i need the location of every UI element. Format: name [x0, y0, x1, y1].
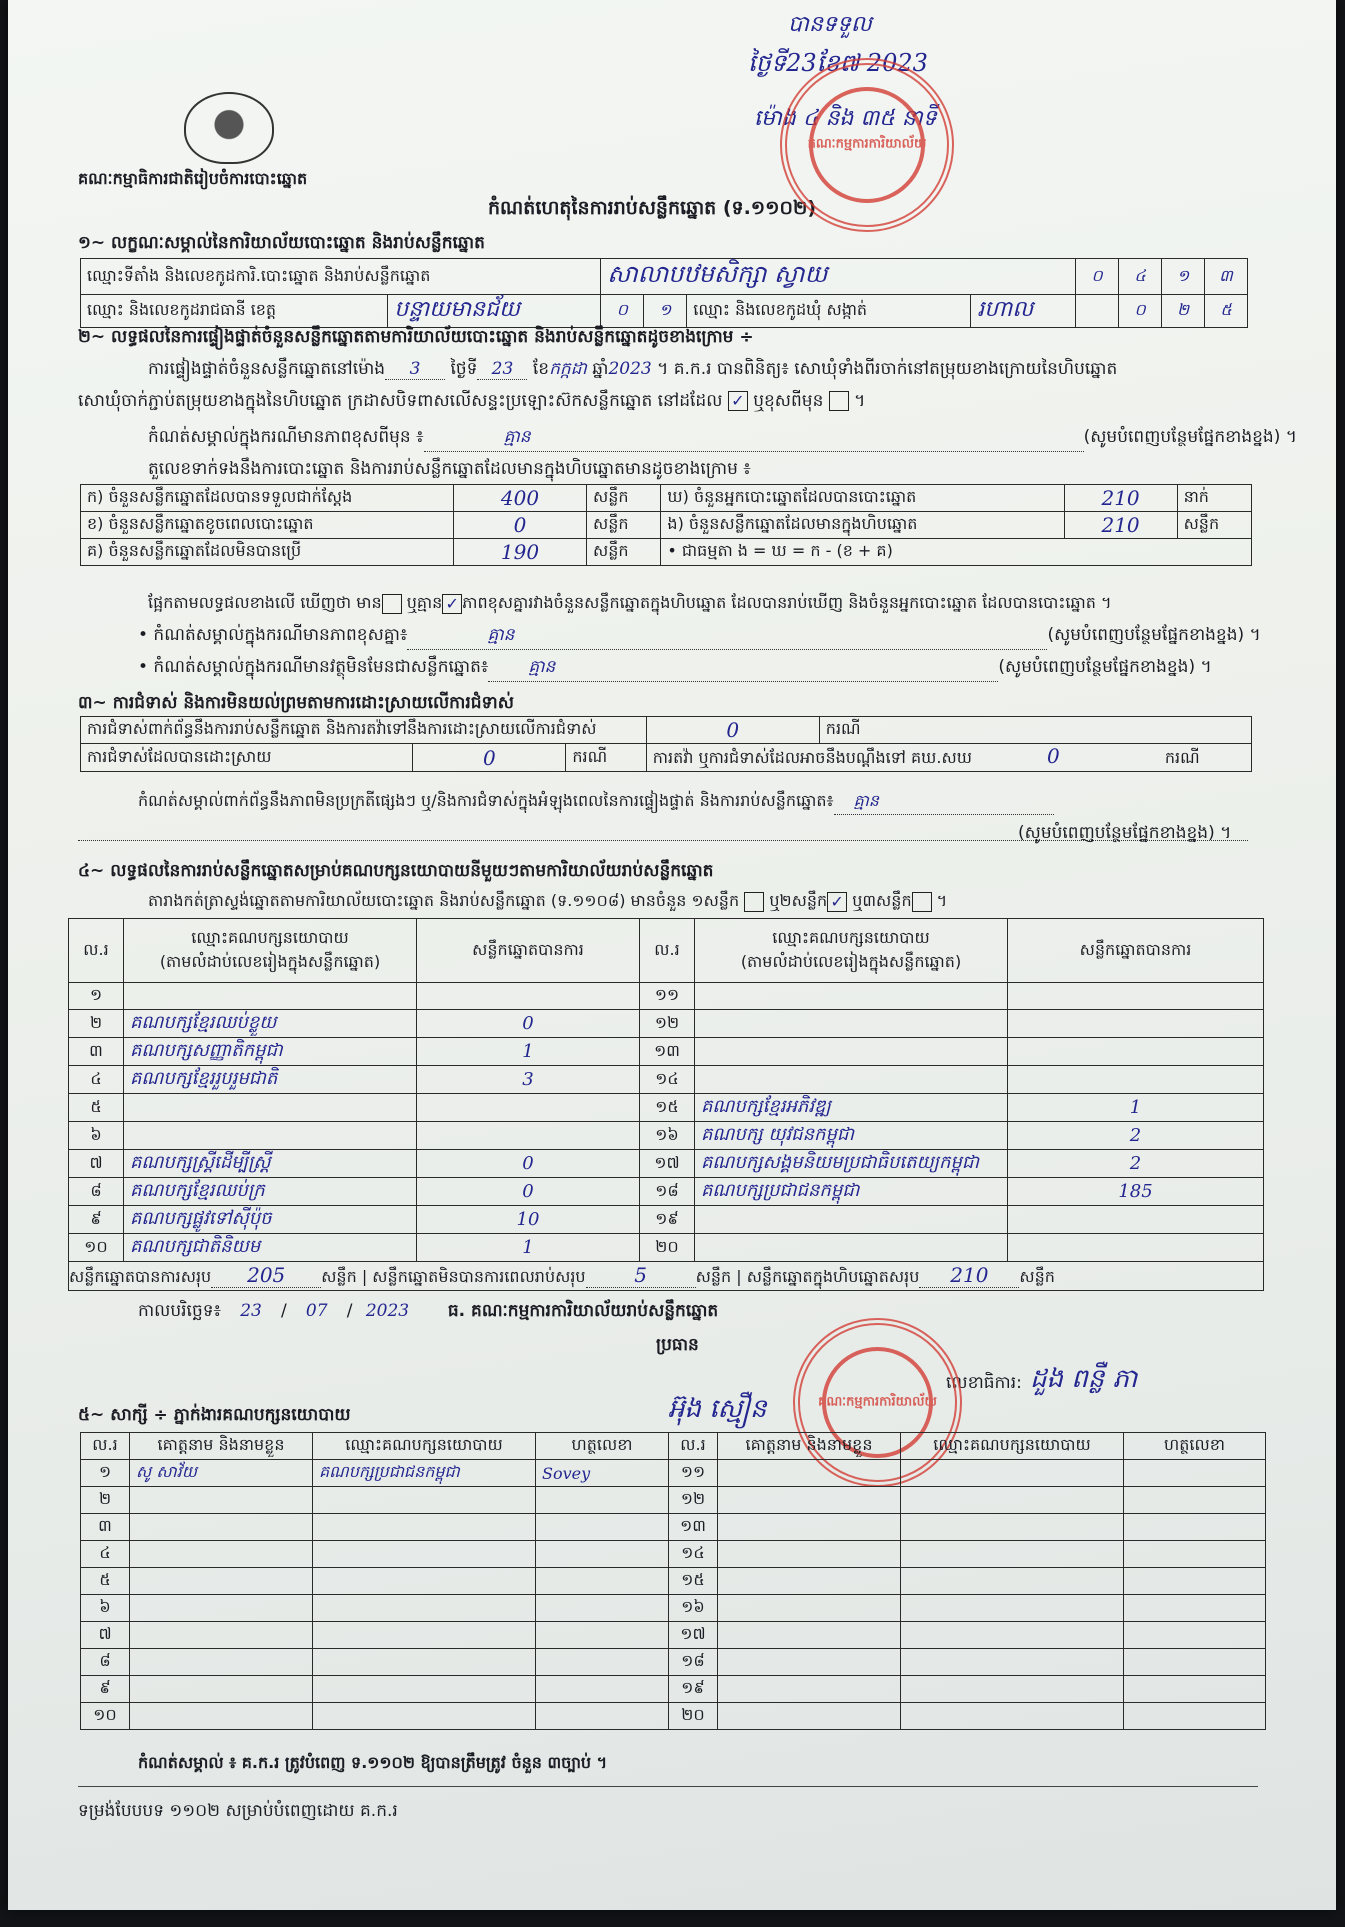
row-number: ៨	[69, 1178, 124, 1206]
witness-name	[130, 1568, 313, 1595]
figures-table: ក) ចំនួនសន្លឹកឆ្នោតដែលបានទទួលជាក់ស្តែង 400 សន្លឹក ឃ) ចំនួនអ្នកបោះឆ្នោតដែលបានបោះឆ្នោត 210 នាក់ ខ) ចំនួនសន្លឹកឆ្នោតខូចពេលបោះឆ្នោត 0 សន្លឹក ង) ចំនួនសន្លឹកឆ្នោតដែលមានក្នុងហិបឆ្នោត 210 សន្លឹក គ) ចំនួនសន្លឹកឆ្នោតដែលមិនបានប្រើ 190 សន្លឹក • ជាធម្មតា ង = ឃ = ក - (ខ + គ)	[80, 484, 1252, 566]
witness-name	[718, 1487, 901, 1514]
witness-party	[901, 1568, 1124, 1595]
received-label: ក) ចំនួនសន្លឹកឆ្នោតដែលបានទទួលជាក់ស្តែង	[81, 485, 454, 512]
party-name: គណបក្សខ្មែរអភិវឌ្ឍ	[695, 1094, 1008, 1122]
party-name	[695, 1066, 1008, 1094]
commune-label: ឈ្មោះ និងលេខកូដឃុំ សង្កាត់	[687, 295, 971, 328]
vote-count	[1008, 1234, 1264, 1262]
row-number: ៥	[81, 1568, 130, 1595]
party-name	[124, 983, 417, 1010]
official-seal-top: គណៈកម្មការការិយាល័យ	[780, 58, 954, 232]
row-number: ១៧	[640, 1150, 695, 1178]
note-discrepancy: • កំណត់សម្គាល់ក្នុងករណីមានភាពខុសគ្នា៖ គ្មាន (សូមបំពេញបន្ថែមផ្នែកខាងខ្នង) ។	[138, 624, 1261, 650]
row-number: ៣	[81, 1514, 130, 1541]
location-value: សាលាបឋមសិក្សា ស្វាយ	[601, 259, 1076, 295]
formula: • ជាធម្មតា ង = ឃ = ក - (ខ + គ)	[661, 539, 1252, 566]
vote-count: 0	[417, 1150, 640, 1178]
royal-emblem-icon	[184, 92, 274, 164]
row-number: ៩	[81, 1676, 130, 1703]
in-box-label: ង) ចំនួនសន្លឹកឆ្នោតដែលមានក្នុងហិបឆ្នោត	[661, 512, 1064, 539]
result-row	[69, 1150, 1264, 1178]
witness-name	[130, 1703, 313, 1730]
witness-name	[718, 1460, 901, 1487]
result-row	[69, 983, 1264, 1010]
witness-signature	[536, 1487, 669, 1514]
valid-total: 205	[211, 1263, 321, 1288]
party-name	[695, 1234, 1008, 1262]
location-label: ឈ្មោះទីតាំង និងលេខកូដការិ.បោះឆ្នោត និងរាប់សន្លឹកឆ្នោត	[81, 259, 601, 295]
form-footer: ទម្រង់បែបបទ ១១០២ សម្រាប់បំពេញដោយ គ.ក.រ	[78, 1801, 398, 1821]
witness-party	[901, 1703, 1124, 1730]
province-value: បន្ទាយមានជ័យ	[388, 295, 601, 328]
code-digit: ០	[1076, 259, 1119, 295]
no-checkbox[interactable]: ✓	[442, 594, 462, 614]
party-results-table: ល.រ ឈ្មោះគណបក្សនយោបាយ (តាមលំដាប់លេខរៀងក្នុងសន្លឹកឆ្នោត) សន្លឹកឆ្នោតបានការ ល.រ ឈ្មោះគណបក្សនយោបាយ (តាមលំដាប់លេខរៀងក្នុងសន្លឹកឆ្នោត) សន្លឹកឆ្នោតបានការ ១ ១១ ២ គណបក្សខ្មែរឈប់ខ្លួយ 0 ១២ ៣ គណបក្សសញ្ញាតិកម្ពុជា 1 ១៣ ៤ គណបក្សខ្មែររួបរួមជាតិ 3 ១៤ ៥ ១៥ គណបក្សខ្មែរអភិវឌ្ឍ 1 ៦ ១៦ គណបក្ស យុវជនកម្ពុជា 2 ៧ គណបក្សស្ត្រីដើម្បីស្ត្រី 0 ១៧ គណបក្សសង្គមនិយមប្រជាធិបតេយ្យកម្ពុជា 2 ៨ គណបក្សខ្មែរឈប់ក្រ 0 ១៨ គណបក្សប្រជាជនកម្ពុជា 185 ៩ គណបក្សផ្លូវទៅសុីប៉ុច 10 ១៩ ១០ គណបក្សជាតិនិយម 1 ២០ សន្លឹកឆ្នោតបានការសរុប 205 សន្លឹក | សន្លឹកឆ្នោតមិនបានការពេលរាប់សរុប 5 សន្លឹក | សន្លឹកឆ្នោតក្នុងហិបឆ្នោតសរុប 210 សន្លឹក	[68, 918, 1264, 1291]
row-number: ១២	[669, 1487, 718, 1514]
discrepancy-line: ផ្អែកតាមលទ្ធផលខាងលើ ឃើញថា មាន ឬគ្មាន ✓ ភាពខុសគ្នារវាងចំនួនសន្លឹកឆ្នោតក្នុងហិបឆ្នោត ដែលបានរាប់ឃើញ និងចំនួនអ្នកបោះឆ្នោត ដែលបានបោះឆ្នោត ។	[148, 593, 1112, 613]
row-number: ២	[69, 1010, 124, 1038]
witness-party: គណបក្សប្រជាជនកម្ពុជា	[313, 1460, 536, 1487]
vote-count: 185	[1008, 1178, 1264, 1206]
chair-label: ប្រធាន	[656, 1335, 699, 1355]
row-number: ១៨	[640, 1178, 695, 1206]
witness-party	[901, 1622, 1124, 1649]
row-number: ១២	[640, 1010, 695, 1038]
party-name: គណបក្សសញ្ញាតិកម្ពុជា	[124, 1038, 417, 1066]
result-row	[69, 1038, 1264, 1066]
received-date: ថ្ងៃទី23ខែ៧ 2023	[748, 49, 928, 77]
witness-name	[130, 1676, 313, 1703]
witness-signature: Sovey	[536, 1460, 669, 1487]
row-number: ២០	[640, 1234, 695, 1262]
box-total: 210	[919, 1263, 1019, 1288]
invalid-total: 5	[586, 1263, 696, 1288]
row-number: ១០	[81, 1703, 130, 1730]
row-number: ១៤	[669, 1541, 718, 1568]
witness-row	[81, 1514, 1266, 1541]
witness-party	[901, 1541, 1124, 1568]
row-number: ៥	[69, 1094, 124, 1122]
witness-signature	[1124, 1568, 1266, 1595]
row-number: ១៩	[669, 1676, 718, 1703]
witness-party	[313, 1595, 536, 1622]
day-value: 23	[477, 359, 527, 380]
row-number: ៨	[81, 1649, 130, 1676]
party-name	[695, 1206, 1008, 1234]
section4-heading: ៤~ លទ្ធផលនៃការរាប់សន្លឹកឆ្នោតសម្រាប់គណបក្សនយោបាយនីមួយៗតាមការិយាល័យរាប់សន្លឹកឆ្នោត	[78, 861, 714, 881]
code-digit: ៣	[1205, 259, 1248, 295]
row-number: ១៤	[640, 1066, 695, 1094]
unchanged-checkbox[interactable]: ✓	[728, 391, 748, 411]
one-sheet-checkbox[interactable]	[744, 892, 764, 912]
resolved-value: 0	[413, 744, 566, 772]
witness-name	[130, 1595, 313, 1622]
witness-row	[81, 1595, 1266, 1622]
witness-signature	[536, 1595, 669, 1622]
party-name: គណបក្សខ្មែរឈប់ក្រ	[124, 1178, 417, 1206]
witness-signature	[1124, 1460, 1266, 1487]
month-value: កក្កដា	[549, 359, 587, 379]
result-row	[69, 1122, 1264, 1150]
ballot-count-form	[8, 0, 1336, 1910]
witness-name	[130, 1514, 313, 1541]
three-sheets-checkbox[interactable]	[912, 892, 932, 912]
tally-sheet-line: តារាងកត់ត្រាស្ទង់ឆ្នោតតាមការិយាល័យបោះឆ្នោត និងរាប់សន្លឹកឆ្នោត (ទ.១១០៨) មានចំនួន ១សន្លឹក ឬ២សន្លឹក ✓ ឬ៣សន្លឹក ។	[148, 891, 948, 911]
witness-row	[81, 1649, 1266, 1676]
result-row	[69, 1010, 1264, 1038]
received-value: 400	[454, 485, 587, 512]
witness-party	[901, 1487, 1124, 1514]
witness-name	[718, 1622, 901, 1649]
witness-name	[130, 1487, 313, 1514]
row-number: ៧	[69, 1150, 124, 1178]
party-name	[695, 1010, 1008, 1038]
row-number: ១៩	[640, 1206, 695, 1234]
witness-row	[81, 1622, 1266, 1649]
party-name	[124, 1094, 417, 1122]
code-digit: ១	[644, 295, 687, 328]
row-number: ៧	[81, 1622, 130, 1649]
chair-signature: អ៊ុង ស្មឿន	[668, 1394, 767, 1424]
witness-name	[718, 1541, 901, 1568]
witness-signature	[536, 1649, 669, 1676]
voters-value: 210	[1064, 485, 1177, 512]
row-number: ១១	[669, 1460, 718, 1487]
spoiled-value: 0	[454, 512, 587, 539]
secretary-signature: ដួង ពន្លឺ ភា	[1030, 1364, 1138, 1394]
witness-signature	[536, 1622, 669, 1649]
figures-intro: តួលេខទាក់ទងនឹងការបោះឆ្នោត និងការរាប់សន្លឹកឆ្នោតដែលមានក្នុងហិបឆ្នោតមានដូចខាងក្រោម ៖	[148, 459, 751, 479]
vote-count: 0	[417, 1010, 640, 1038]
row-number: ៤	[69, 1066, 124, 1094]
note-diff-line: កំណត់សម្គាល់ក្នុងករណីមានភាពខុសពីមុន ៖ គ្មាន (សូមបំពេញបន្ថែមផ្នែកខាងខ្នង) ។	[148, 426, 1297, 452]
witness-signature	[536, 1568, 669, 1595]
row-number: ១	[69, 983, 124, 1010]
witness-party	[313, 1649, 536, 1676]
voters-label: ឃ) ចំនួនអ្នកបោះឆ្នោតដែលបានបោះឆ្នោត	[661, 485, 1064, 512]
witness-row	[81, 1487, 1266, 1514]
witness-row	[81, 1460, 1266, 1487]
vote-count: 1	[417, 1234, 640, 1262]
result-row	[69, 1178, 1264, 1206]
section3-heading: ៣~ ការជំទាស់ និងការមិនយល់ព្រមតាមការដោះស្រាយលើការជំទាស់	[78, 693, 514, 713]
changed-checkbox[interactable]	[829, 391, 849, 411]
vote-count	[1008, 983, 1264, 1010]
party-name: គណបក្សខ្មែរឈប់ខ្លួយ	[124, 1010, 417, 1038]
result-row	[69, 1234, 1264, 1262]
witness-party	[313, 1487, 536, 1514]
row-number: ២	[81, 1487, 130, 1514]
year-value: 2023	[608, 359, 652, 379]
province-label: ឈ្មោះ និងលេខកូដរាជធានី ខេត្ត	[81, 295, 388, 328]
form-title: កំណត់ហេតុនៃការរាប់សន្លឹកឆ្នោត (ទ.១១០២)	[488, 197, 817, 219]
vote-count: 3	[417, 1066, 640, 1094]
objections-table: ការជំទាស់ពាក់ព័ន្ធនឹងការរាប់សន្លឹកឆ្នោត និងការតវ៉ាទៅនឹងការដោះស្រាយលើការជំទាស់ 0 ករណី ការជំទាស់ដែលបានដោះស្រាយ 0 ករណី ការតវ៉ា ឬការជំទាស់ដែលអាចនឹងបណ្តឹងទៅ គឃ.សឃ 0 ករណី	[80, 716, 1252, 772]
witness-party	[901, 1595, 1124, 1622]
code-digit: ១	[1162, 259, 1205, 295]
date-line: កាលបរិច្ឆេទ៖ 23 / 07 / 2023 ធ. គណៈកម្មការការិយាល័យរាប់សន្លឹកឆ្នោត	[138, 1301, 719, 1321]
witness-row	[81, 1676, 1266, 1703]
code-digit: ៤	[1119, 259, 1162, 295]
row-number: ១៥	[640, 1094, 695, 1122]
unused-value: 190	[454, 539, 587, 566]
two-sheets-checkbox[interactable]: ✓	[827, 892, 847, 912]
witness-name	[718, 1595, 901, 1622]
vote-count	[417, 983, 640, 1010]
witness-signature	[1124, 1514, 1266, 1541]
row-number: ១	[81, 1460, 130, 1487]
witness-party	[901, 1676, 1124, 1703]
vote-count: 2	[1008, 1122, 1264, 1150]
row-number: ៣	[69, 1038, 124, 1066]
witness-row	[81, 1568, 1266, 1595]
row-number: ១៦	[669, 1595, 718, 1622]
row-number: ១៧	[669, 1622, 718, 1649]
row-number: ១៣	[640, 1038, 695, 1066]
note-foreign-objects: • កំណត់សម្គាល់ក្នុងករណីមានវត្ថុមិនមែនជាសន្លឹកឆ្នោត៖ គ្មាន (សូមបំពេញបន្ថែមផ្នែកខាងខ្នង) ។	[138, 656, 1212, 682]
irregularity-note: កំណត់សម្គាល់ពាក់ព័ន្ធនឹងភាពមិនប្រក្រតីផ្សេងៗ ឬ/និងការជំទាស់ក្នុងអំឡុងពេលនៃការផ្ទៀងផ្ទាត់ និងការរាប់សន្លឹកឆ្នោត៖ គ្មាន	[138, 790, 1054, 815]
vote-count	[1008, 1038, 1264, 1066]
row-number: ១៣	[669, 1514, 718, 1541]
objections-label: ការជំទាស់ពាក់ព័ន្ធនឹងការរាប់សន្លឹកឆ្នោត និងការតវ៉ាទៅនឹងការដោះស្រាយលើការជំទាស់	[81, 717, 647, 744]
witness-signature	[1124, 1622, 1266, 1649]
witness-signature	[1124, 1703, 1266, 1730]
resolved-label: ការជំទាស់ដែលបានដោះស្រាយ	[81, 744, 413, 772]
party-name: គណបក្សសង្គមនិយមប្រជាធិបតេយ្យកម្ពុជា	[695, 1150, 1008, 1178]
objections-value: 0	[646, 717, 819, 744]
seal-check-line: សោឃុំចាក់ភ្ជាប់តម្រុយខាងក្នុងនៃហិបឆ្នោត ក្រដាសបិទពាសលើសន្ទះប្រឡោះស៊កសន្លឹកឆ្នោត នៅដដែល ✓ ឬខុសពីមុន ។	[78, 391, 866, 411]
vote-count	[1008, 1010, 1264, 1038]
final-note: កំណត់សម្គាល់ ៖ គ.ក.រ ត្រូវបំពេញ ទ.១១០២ ឱ្យបានត្រឹមត្រូវ ចំនួន ៣ច្បាប់ ។	[138, 1753, 608, 1772]
party-name: គណបក្សផ្លូវទៅសុីប៉ុច	[124, 1206, 417, 1234]
row-number: ១៥	[669, 1568, 718, 1595]
witness-name	[130, 1649, 313, 1676]
witness-row	[81, 1703, 1266, 1730]
party-name: គណបក្សស្ត្រីដើម្បីស្ត្រី	[124, 1150, 417, 1178]
witness-party	[901, 1649, 1124, 1676]
witness-name	[718, 1703, 901, 1730]
row-number: ៤	[81, 1541, 130, 1568]
row-number: ១៦	[640, 1122, 695, 1150]
party-name: គណបក្សខ្មែររួបរួមជាតិ	[124, 1066, 417, 1094]
vote-count	[1008, 1066, 1264, 1094]
vote-count: 1	[1008, 1094, 1264, 1122]
row-number: ១១	[640, 983, 695, 1010]
witness-party	[313, 1514, 536, 1541]
totals-row: សន្លឹកឆ្នោតបានការសរុប 205 សន្លឹក | សន្លឹកឆ្នោតមិនបានការពេលរាប់សរុប 5 សន្លឹក | សន្លឹកឆ្នោតក្នុងហិបឆ្នោតសរុប 210 សន្លឹក	[69, 1262, 1264, 1291]
witness-signature	[1124, 1649, 1266, 1676]
witness-signature	[1124, 1676, 1266, 1703]
yes-checkbox[interactable]	[382, 594, 402, 614]
code-digit: ០	[601, 295, 644, 328]
witness-party	[313, 1676, 536, 1703]
official-seal-bottom: គណៈកម្មការការិយាល័យ	[793, 1318, 962, 1487]
in-box-value: 210	[1064, 512, 1177, 539]
party-name	[695, 983, 1008, 1010]
section1-heading: ១~ លក្ខណៈសម្គាល់នៃការិយាល័យបោះឆ្នោត និងរាប់សន្លឹកឆ្នោត	[78, 233, 485, 253]
witness-party	[313, 1703, 536, 1730]
fill-more-note: (សូមបំពេញបន្ថែមផ្នែកខាងខ្នង) ។	[1018, 823, 1232, 843]
party-name: គណបក្សប្រជាជនកម្ពុជា	[695, 1178, 1008, 1206]
witness-signature	[1124, 1487, 1266, 1514]
witness-name	[718, 1649, 901, 1676]
witness-name	[718, 1568, 901, 1595]
row-number: ៦	[81, 1595, 130, 1622]
witness-table: ល.រ គោត្តនាម និងនាមខ្លួន ឈ្មោះគណបក្សនយោបាយ ហត្ថលេខា ល.រ គោត្តនាម និងនាមខ្លួន ឈ្មោះគណបក្សនយោបាយ ហត្ថលេខា ១ សូ សាវ័យ គណបក្សប្រជាជនកម្ពុជា Sovey ១១ ២ ១២ ៣ ១៣ ៤ ១៤ ៥ ១៥ ៦ ១៦ ៧ ១៧ ៨ ១៨ ៩ ១៩ ១០ ២០	[80, 1432, 1266, 1730]
received-time: ម៉ោង ៤ និង ៣៥ នាទី	[754, 106, 937, 131]
section2-heading: ២~ លទ្ធផលនៃការផ្ទៀងផ្ទាត់ចំនួនសន្លឹកឆ្នោតតាមការិយាល័យបោះឆ្នោត និងរាប់សន្លឹកឆ្នោតដូចខាងក្រោម ÷	[78, 327, 754, 347]
witness-signature	[536, 1541, 669, 1568]
vote-count: 10	[417, 1206, 640, 1234]
witness-party	[901, 1460, 1124, 1487]
party-name	[695, 1038, 1008, 1066]
row-number: ១០	[69, 1234, 124, 1262]
witness-signature	[536, 1676, 669, 1703]
result-row	[69, 1094, 1264, 1122]
witness-party	[313, 1622, 536, 1649]
vote-count: 1	[417, 1038, 640, 1066]
witness-name	[130, 1622, 313, 1649]
witness-row	[81, 1541, 1266, 1568]
witness-name	[130, 1541, 313, 1568]
witness-party	[901, 1514, 1124, 1541]
time-value: 3	[385, 359, 445, 380]
row-number: ២០	[669, 1703, 718, 1730]
witness-name	[718, 1676, 901, 1703]
witness-signature	[1124, 1595, 1266, 1622]
witness-signature	[536, 1703, 669, 1730]
party-name	[124, 1122, 417, 1150]
row-number: ៦	[69, 1122, 124, 1150]
commune-value: រហាល	[971, 295, 1076, 328]
vote-count	[1008, 1206, 1264, 1234]
secretary-label: លេខាធិការ:	[946, 1373, 1022, 1393]
witness-signature	[536, 1514, 669, 1541]
party-name: គណបក្ស យុវជនកម្ពុជា	[695, 1122, 1008, 1150]
appeal-cell: ការតវ៉ា ឬការជំទាស់ដែលអាចនឹងបណ្តឹងទៅ គឃ.សឃ 0 ករណី	[646, 744, 1251, 772]
witness-name: សូ សាវ័យ	[130, 1460, 313, 1487]
vote-count: 2	[1008, 1150, 1264, 1178]
vote-count	[417, 1122, 640, 1150]
witness-name	[718, 1514, 901, 1541]
witness-signature	[1124, 1541, 1266, 1568]
verification-line: ការផ្ទៀងផ្ទាត់ចំនួនសន្លឹកឆ្នោតនៅម៉ោង 3 ថ្ងៃទី 23 ខែកក្កដា ឆ្នាំ2023 ។ គ.ក.រ បានពិនិត្យ៖ សោឃុំទាំងពីរចាក់នៅតម្រុយខាងក្រោយនៃហិបឆ្នោត	[148, 359, 1118, 379]
vote-count	[417, 1094, 640, 1122]
unused-label: គ) ចំនួនសន្លឹកឆ្នោតដែលមិនបានប្រើ	[81, 539, 454, 566]
received-label: បានទទួល	[788, 12, 872, 37]
committee-name: គណៈកម្មាធិការជាតិរៀបចំការបោះឆ្នោត	[78, 169, 308, 188]
spoiled-label: ខ) ចំនួនសន្លឹកឆ្នោតខូចពេលបោះឆ្នោត	[81, 512, 454, 539]
section5-heading: ៥~ សាក្សី ÷ ភ្នាក់ងារគណបក្សនយោបាយ	[78, 1405, 351, 1425]
row-number: ១៨	[669, 1649, 718, 1676]
code-digit: ២	[1162, 295, 1205, 328]
witness-party	[313, 1568, 536, 1595]
result-row	[69, 1206, 1264, 1234]
result-row	[69, 1066, 1264, 1094]
vote-count: 0	[417, 1178, 640, 1206]
witness-party	[313, 1541, 536, 1568]
row-number: ៩	[69, 1206, 124, 1234]
section1-table	[80, 258, 1248, 328]
code-digit: ៥	[1205, 295, 1248, 328]
code-digit: ០	[1119, 295, 1162, 328]
party-name: គណបក្សជាតិនិយម	[124, 1234, 417, 1262]
